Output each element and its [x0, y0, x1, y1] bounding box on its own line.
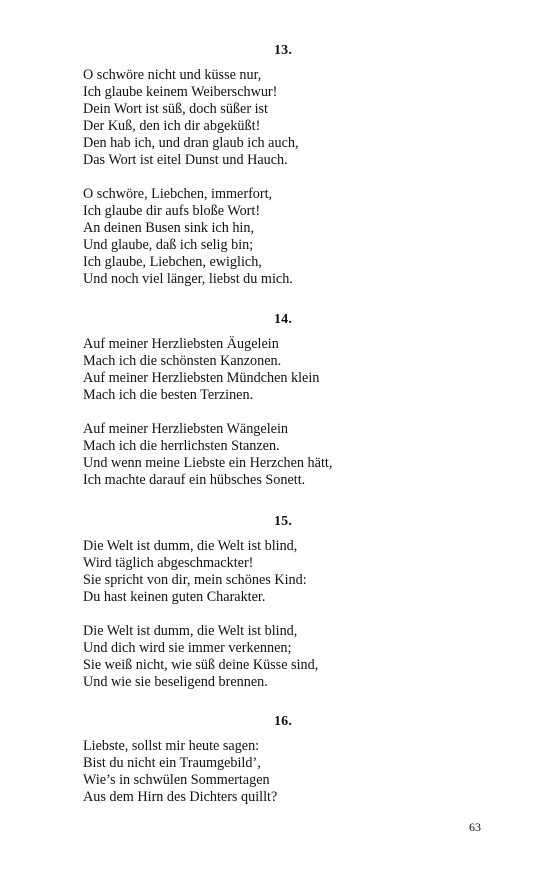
verse-line: Und wenn meine Liebste ein Herzchen hätt,	[83, 455, 333, 471]
stanza	[83, 67, 483, 169]
stanza	[83, 186, 483, 288]
verse-line: Ich glaube dir aufs bloße Wort!	[83, 203, 261, 219]
poem-16	[83, 713, 483, 806]
poem-number: 15.	[273, 514, 293, 529]
verse-line: Bist du nicht ein Traumgebild’,	[83, 755, 261, 771]
verse-line: Der Kuß, den ich dir abgeküßt!	[83, 118, 261, 134]
stanza	[83, 738, 483, 806]
verse-line: O schwöre, Liebchen, immerfort,	[83, 186, 273, 202]
poem-number: 16.	[273, 714, 293, 729]
verse-line: Mach ich die schönsten Kanzonen.	[83, 353, 282, 369]
verse-line: Dein Wort ist süß, doch süßer ist	[83, 101, 268, 117]
verse-line: Und wie sie beseligend brennen.	[83, 674, 268, 690]
verse-line: Und glaube, daß ich selig bin;	[83, 237, 254, 253]
verse-line: Ich glaube keinem Weiberschwur!	[83, 84, 278, 100]
verse-line: Auf meiner Herzliebsten Äugelein	[83, 336, 279, 352]
verse-line: Aus dem Hirn des Dichters quillt?	[83, 789, 278, 805]
stanza	[83, 538, 483, 606]
poem-number: 13.	[273, 43, 293, 58]
verse-line: Und dich wird sie immer verkennen;	[83, 640, 292, 656]
verse-line: Mach ich die herrlichsten Stanzen.	[83, 438, 280, 454]
verse-line: Auf meiner Herzliebsten Mündchen klein	[83, 370, 320, 386]
stanza	[83, 421, 483, 489]
verse-line: Ich glaube, Liebchen, ewiglich,	[83, 254, 262, 270]
verse-line: Die Welt ist dumm, die Welt ist blind,	[83, 623, 298, 639]
verse-line: An deinen Busen sink ich hin,	[83, 220, 255, 236]
verse-line: Auf meiner Herzliebsten Wängelein	[83, 421, 288, 437]
poem-13	[83, 42, 483, 288]
verse-line: Das Wort ist eitel Dunst und Hauch.	[83, 152, 288, 168]
verse-line: Und noch viel länger, liebst du mich.	[83, 271, 293, 287]
stanza	[83, 623, 483, 691]
verse-line: Die Welt ist dumm, die Welt ist blind,	[83, 538, 298, 554]
verse-line: Sie weiß nicht, wie süß deine Küsse sind,	[83, 657, 319, 673]
verse-line: Sie spricht von dir, mein schönes Kind:	[83, 572, 307, 588]
verse-line: Wird täglich abgeschmackter!	[83, 555, 254, 571]
verse-line: Du hast keinen guten Charakter.	[83, 589, 266, 605]
page-number: 63	[469, 820, 481, 834]
verse-line: Wie’s in schwülen Sommertagen	[83, 772, 270, 788]
poem-number: 14.	[273, 312, 293, 327]
verse-line: Den hab ich, und dran glaub ich auch,	[83, 135, 299, 151]
stanza	[83, 336, 483, 404]
verse-line: Ich machte darauf ein hübsches Sonett.	[83, 472, 306, 488]
poem-15	[83, 513, 483, 691]
verse-line: Liebste, sollst mir heute sagen:	[83, 738, 260, 754]
poem-14	[83, 311, 483, 489]
verse-line: O schwöre nicht und küsse nur,	[83, 67, 262, 83]
verse-line: Mach ich die besten Terzinen.	[83, 387, 254, 403]
